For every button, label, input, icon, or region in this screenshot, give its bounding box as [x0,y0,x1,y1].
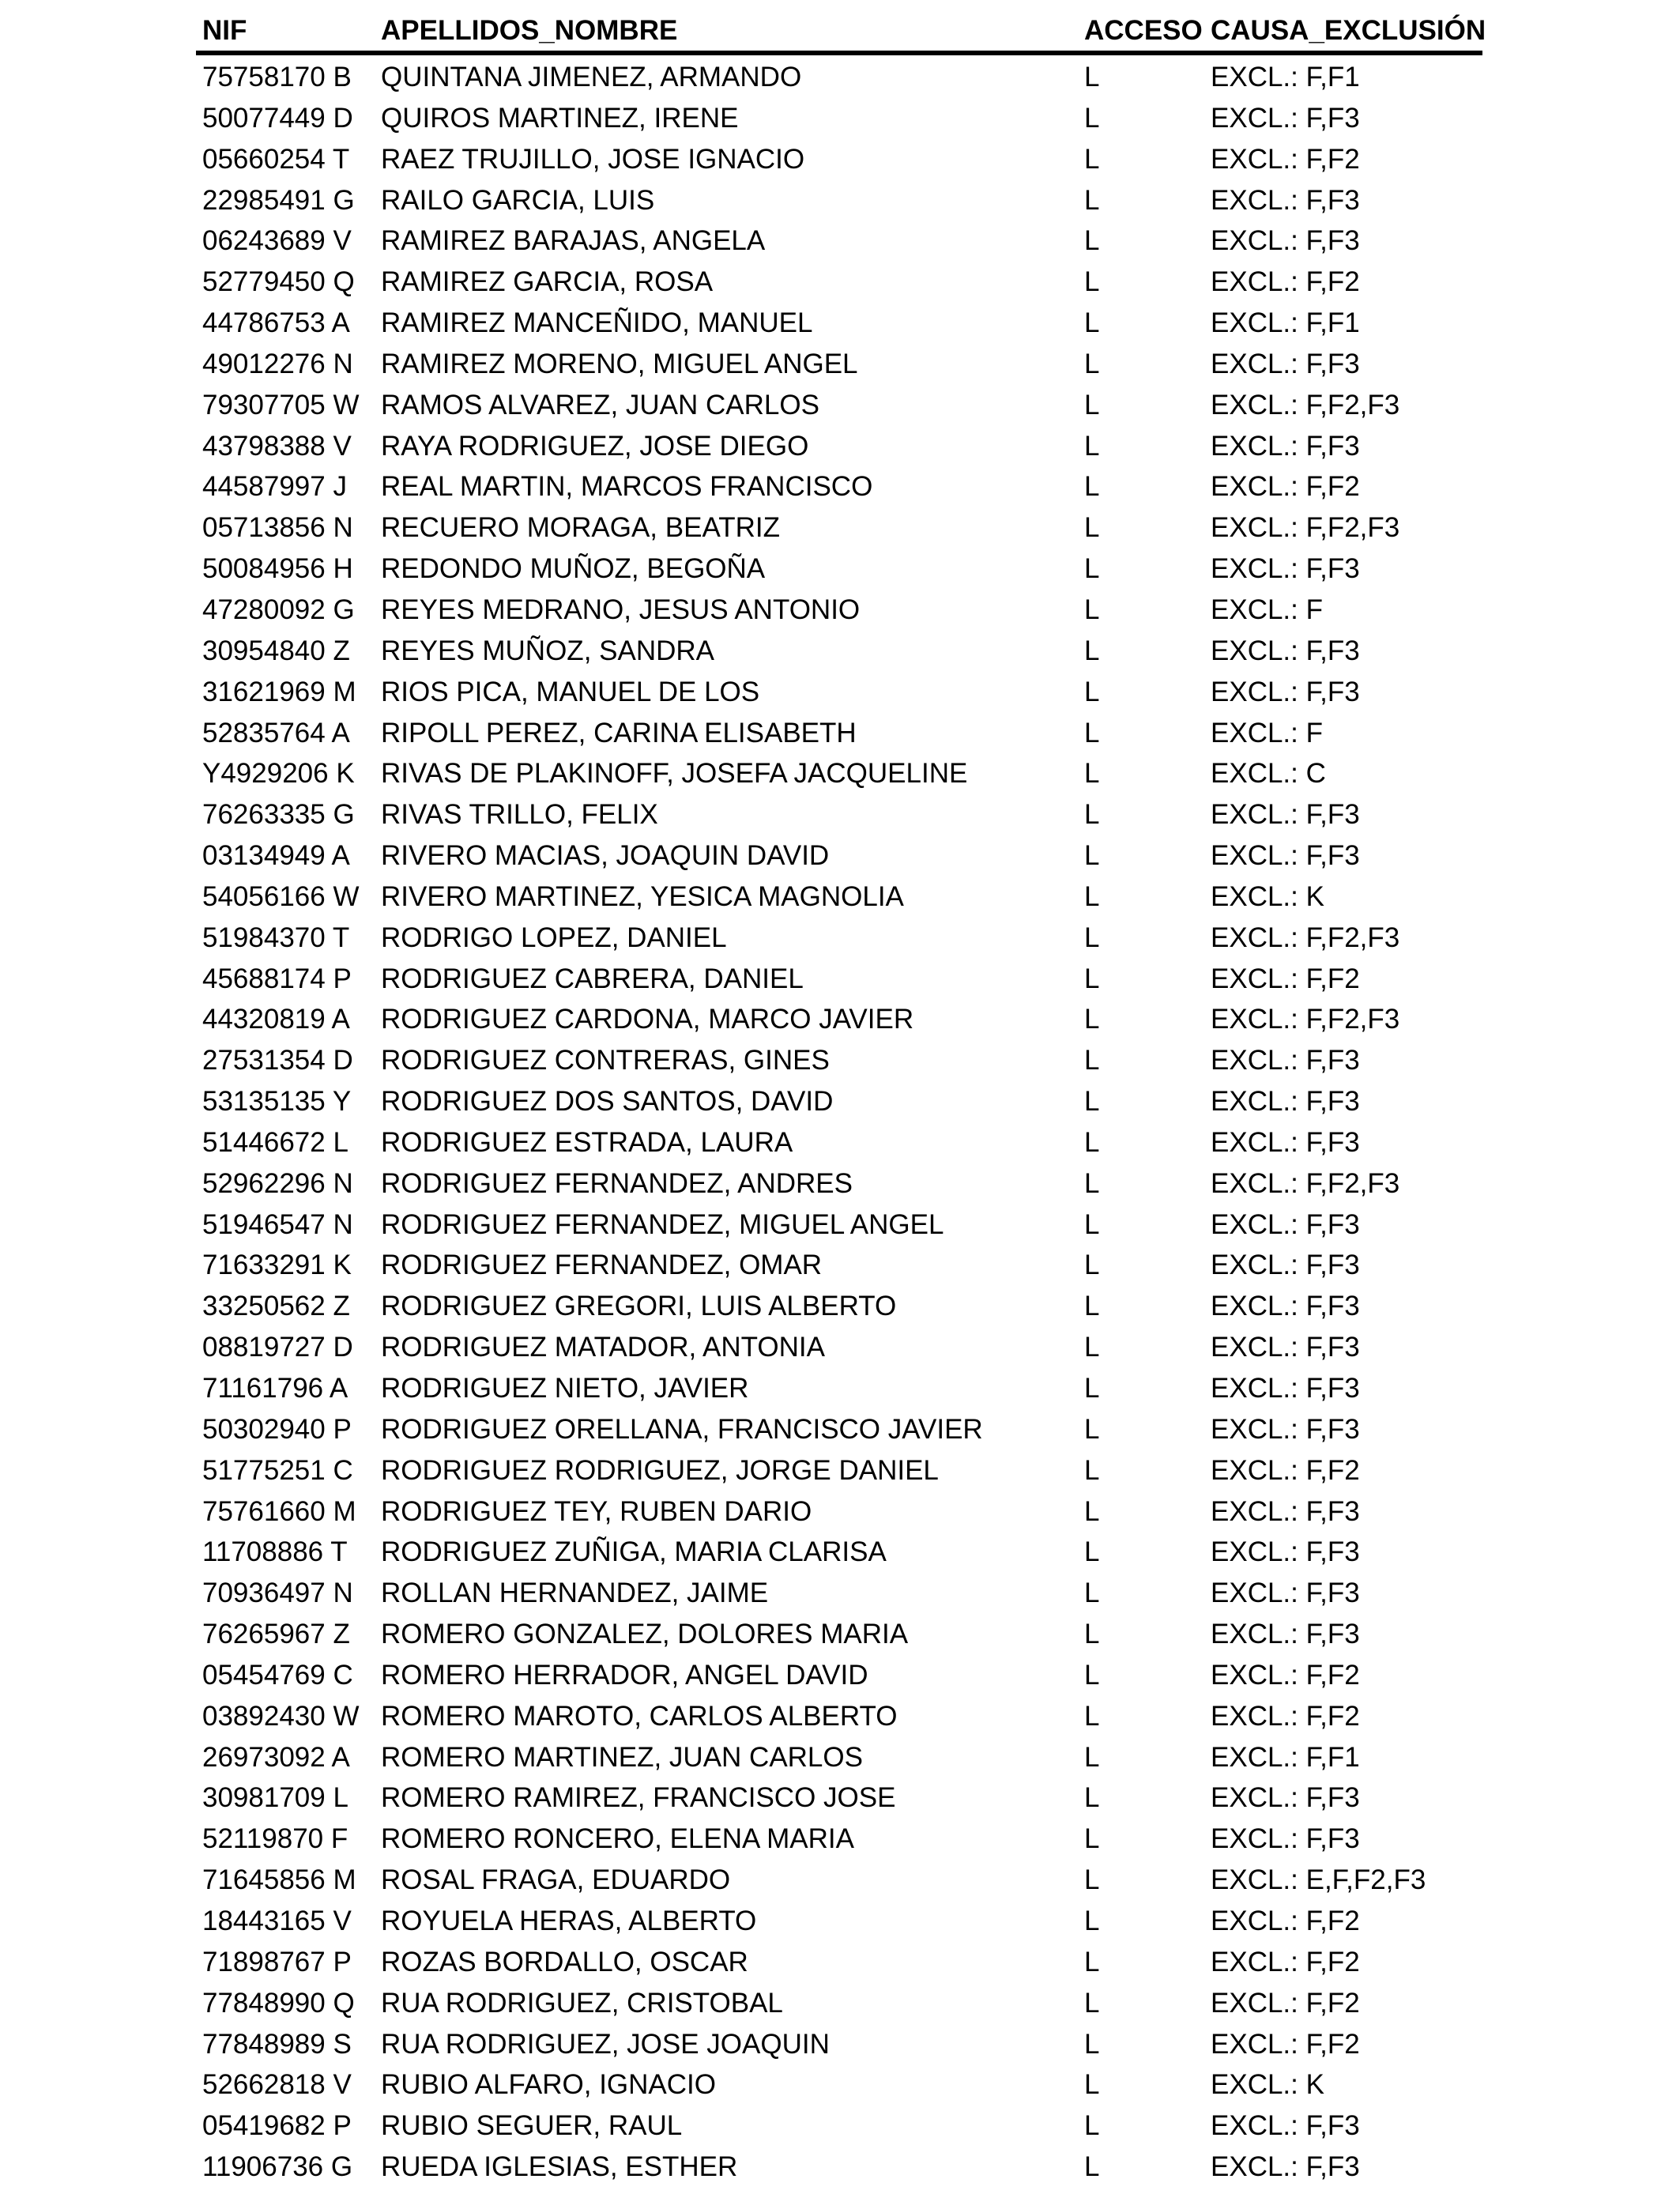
cell-apellidos-nombre: RODRIGUEZ ORELLANA, FRANCISCO JAVIER [381,1413,983,1445]
cell-causa-exclusion: EXCL.: F,F2 [1211,963,1360,994]
cell-acceso: L [1084,1167,1100,1199]
cell-causa-exclusion: EXCL.: F [1211,717,1323,748]
cell-nif: 51946547 N [202,1208,353,1240]
cell-apellidos-nombre: RODRIGUEZ GREGORI, LUIS ALBERTO [381,1291,897,1322]
cell-apellidos-nombre: ROLLAN HERNANDEZ, JAIME [381,1578,769,1609]
cell-nif: 45688174 P [202,963,352,994]
cell-apellidos-nombre: RAMIREZ MANCEÑIDO, MANUEL [381,307,813,339]
cell-acceso: L [1084,1700,1100,1732]
cell-nif: 52779450 Q [202,266,355,298]
cell-nif: 76263335 G [202,799,355,831]
cell-causa-exclusion: EXCL.: F,F3 [1211,799,1360,831]
cell-apellidos-nombre: QUINTANA JIMENEZ, ARMANDO [381,62,802,92]
cell-acceso: L [1084,1045,1100,1076]
cell-nif: 50302940 P [202,1413,352,1445]
cell-causa-exclusion: EXCL.: F,F3 [1211,1619,1360,1650]
cell-apellidos-nombre: ROMERO MARTINEZ, JUAN CARLOS [381,1741,863,1773]
cell-nif: 52835764 A [202,717,350,748]
cell-acceso: L [1084,758,1100,790]
cell-nif: 50077449 D [202,102,353,134]
cell-acceso: L [1084,1905,1100,1936]
cell-apellidos-nombre: RIPOLL PEREZ, CARINA ELISABETH [381,717,857,748]
cell-acceso: L [1084,1413,1100,1445]
cell-apellidos-nombre: RAILO GARCIA, LUIS [381,184,655,216]
cell-acceso: L [1084,1659,1100,1691]
cell-apellidos-nombre: RODRIGUEZ MATADOR, ANTONIA [381,1332,825,1363]
cell-apellidos-nombre: RODRIGO LOPEZ, DANIEL [381,922,727,953]
cell-nif: 26973092 A [202,1741,350,1773]
cell-apellidos-nombre: ROYUELA HERAS, ALBERTO [381,1905,757,1936]
cell-acceso: L [1084,1086,1100,1118]
cell-causa-exclusion: EXCL.: F,F3 [1211,1373,1360,1404]
table-row [0,672,1680,713]
cell-causa-exclusion: EXCL.: F,F3 [1211,1413,1360,1445]
cell-acceso: L [1084,1126,1100,1158]
cell-apellidos-nombre: REYES MEDRANO, JESUS ANTONIO [381,594,861,625]
cell-nif: 18443165 V [202,1905,352,1936]
cell-causa-exclusion: EXCL.: F,F2 [1211,1987,1360,2019]
cell-nif: 03134949 A [202,840,350,872]
table-row [0,713,1680,754]
cell-acceso: L [1084,594,1100,625]
cell-causa-exclusion: EXCL.: F,F3 [1211,840,1360,872]
table-row [0,999,1680,1040]
cell-nif: 49012276 N [202,348,353,379]
header-apellidos-nombre: APELLIDOS_NOMBRE [381,15,678,46]
cell-acceso: L [1084,184,1100,216]
cell-apellidos-nombre: RUBIO SEGUER, RAUL [381,2110,683,2142]
cell-nif: 52119870 F [202,1823,348,1855]
table-row [0,548,1680,590]
cell-causa-exclusion: EXCL.: F,F2 [1211,1700,1360,1732]
cell-apellidos-nombre: RUA RODRIGUEZ, CRISTOBAL [381,1987,783,2019]
table-row [0,2105,1680,2147]
cell-apellidos-nombre: ROZAS BORDALLO, OSCAR [381,1946,748,1977]
table-row [0,794,1680,835]
cell-causa-exclusion: EXCL.: F,F2 [1211,2028,1360,2060]
table-row [0,835,1680,876]
cell-causa-exclusion: EXCL.: F,F3 [1211,1045,1360,1076]
cell-nif: 54056166 W [202,880,360,912]
cell-nif: 22985491 G [202,184,355,216]
table-row [0,1327,1680,1368]
cell-nif: 44587997 J [202,471,347,503]
table-row [0,1204,1680,1246]
cell-nif: 30981709 L [202,1782,348,1814]
cell-causa-exclusion: EXCL.: F,F3 [1211,676,1360,707]
cell-apellidos-nombre: RAMOS ALVAREZ, JUAN CARLOS [381,389,819,420]
cell-nif: 75758170 B [202,62,352,92]
table-row [0,344,1680,385]
table-row [0,1245,1680,1286]
cell-causa-exclusion: EXCL.: F,F3 [1211,1536,1360,1568]
table-row [0,918,1680,959]
table-row [0,1573,1680,1614]
cell-apellidos-nombre: RODRIGUEZ RODRIGUEZ, JORGE DANIEL [381,1454,939,1486]
cell-acceso: L [1084,2069,1100,2101]
cell-apellidos-nombre: RECUERO MORAGA, BEATRIZ [381,512,780,544]
header-divider [196,51,1482,55]
cell-apellidos-nombre: RODRIGUEZ FERNANDEZ, MIGUEL ANGEL [381,1208,944,1240]
cell-nif: 05713856 N [202,512,353,544]
cell-apellidos-nombre: ROMERO GONZALEZ, DOLORES MARIA [381,1619,909,1650]
table-row [0,876,1680,918]
cell-apellidos-nombre: RUBIO ALFARO, IGNACIO [381,2069,716,2101]
cell-apellidos-nombre: QUIROS MARTINEZ, IRENE [381,102,739,134]
cell-acceso: L [1084,348,1100,379]
cell-apellidos-nombre: RUA RODRIGUEZ, JOSE JOAQUIN [381,2028,830,2060]
cell-causa-exclusion: EXCL.: F,F2 [1211,1659,1360,1691]
table-row [0,385,1680,426]
cell-nif: 77848990 Q [202,1987,355,2019]
cell-nif: 11708886 T [202,1536,348,1568]
table-row [0,1163,1680,1204]
cell-causa-exclusion: EXCL.: E,F,F2,F3 [1211,1864,1426,1896]
cell-acceso: L [1084,1536,1100,1568]
cell-apellidos-nombre: RIVERO MACIAS, JOAQUIN DAVID [381,840,830,872]
cell-acceso: L [1084,266,1100,298]
cell-nif: 11906736 G [202,2151,353,2183]
cell-nif: 71161796 A [202,1373,348,1404]
cell-apellidos-nombre: REAL MARTIN, MARCOS FRANCISCO [381,471,873,503]
cell-nif: 75761660 M [202,1495,356,1527]
cell-causa-exclusion: EXCL.: F,F3 [1211,1823,1360,1855]
table-row [0,262,1680,303]
cell-acceso: L [1084,1946,1100,1977]
cell-acceso: L [1084,1864,1100,1896]
cell-nif: 06243689 V [202,225,352,257]
cell-acceso: L [1084,1250,1100,1281]
cell-apellidos-nombre: RODRIGUEZ CARDONA, MARCO JAVIER [381,1004,914,1035]
cell-nif: 44786753 A [202,307,350,339]
cell-acceso: L [1084,2110,1100,2142]
table-row [0,1081,1680,1122]
table-row [0,1696,1680,1737]
cell-acceso: L [1084,880,1100,912]
cell-acceso: L [1084,1332,1100,1363]
table-row [0,1368,1680,1409]
cell-causa-exclusion: EXCL.: F,F1 [1211,62,1360,92]
cell-acceso: L [1084,717,1100,748]
cell-apellidos-nombre: RUEDA IGLESIAS, ESTHER [381,2151,738,2183]
cell-apellidos-nombre: RIVAS TRILLO, FELIX [381,799,658,831]
cell-acceso: L [1084,1987,1100,2019]
cell-causa-exclusion: EXCL.: F,F3 [1211,1291,1360,1322]
cell-causa-exclusion: EXCL.: F,F2 [1211,1946,1360,1977]
cell-acceso: L [1084,1619,1100,1650]
cell-causa-exclusion: EXCL.: K [1211,2069,1324,2101]
cell-acceso: L [1084,2028,1100,2060]
table-body [0,57,1680,2188]
cell-apellidos-nombre: RAMIREZ BARAJAS, ANGELA [381,225,766,257]
cell-causa-exclusion: EXCL.: F,F3 [1211,1250,1360,1281]
cell-acceso: L [1084,1373,1100,1404]
table-row [0,1040,1680,1081]
header-acceso: ACCESO [1084,15,1203,46]
table-row [0,1491,1680,1532]
cell-nif: 71898767 P [202,1946,352,1977]
table-row [0,631,1680,672]
table-row [0,1777,1680,1819]
table-row [0,98,1680,139]
cell-nif: 77848989 S [202,2028,352,2060]
cell-apellidos-nombre: REDONDO MUÑOZ, BEGOÑA [381,553,766,585]
cell-acceso: L [1084,1741,1100,1773]
cell-causa-exclusion: EXCL.: F,F3 [1211,348,1360,379]
table-row [0,57,1680,98]
cell-acceso: L [1084,1782,1100,1814]
cell-causa-exclusion: EXCL.: K [1211,880,1324,912]
table-row [0,1983,1680,2024]
cell-acceso: L [1084,430,1100,462]
cell-nif: 27531354 D [202,1045,353,1076]
cell-apellidos-nombre: RAEZ TRUJILLO, JOSE IGNACIO [381,143,805,175]
table-row [0,590,1680,631]
cell-apellidos-nombre: RODRIGUEZ ESTRADA, LAURA [381,1126,793,1158]
cell-nif: 71633291 K [202,1250,352,1281]
table-row [0,753,1680,794]
cell-causa-exclusion: EXCL.: F,F3 [1211,1086,1360,1118]
cell-nif: 51775251 C [202,1454,353,1486]
table-row [0,303,1680,344]
cell-causa-exclusion: EXCL.: F,F3 [1211,635,1360,666]
cell-causa-exclusion: EXCL.: F,F1 [1211,1741,1360,1773]
cell-apellidos-nombre: ROMERO HERRADOR, ANGEL DAVID [381,1659,868,1691]
cell-nif: 53135135 Y [202,1086,352,1118]
cell-apellidos-nombre: RAMIREZ MORENO, MIGUEL ANGEL [381,348,858,379]
cell-acceso: L [1084,389,1100,420]
table-row [0,507,1680,548]
cell-causa-exclusion: EXCL.: F,F2,F3 [1211,1167,1400,1199]
cell-nif: 51984370 T [202,922,350,953]
cell-acceso: L [1084,225,1100,257]
cell-acceso: L [1084,1004,1100,1035]
cell-causa-exclusion: EXCL.: F,F3 [1211,1578,1360,1609]
cell-causa-exclusion: EXCL.: F,F1 [1211,307,1360,339]
table-row [0,139,1680,180]
cell-apellidos-nombre: ROMERO RAMIREZ, FRANCISCO JOSE [381,1782,896,1814]
cell-nif: Y4929206 K [202,758,355,790]
cell-nif: 44320819 A [202,1004,350,1035]
cell-acceso: L [1084,799,1100,831]
cell-apellidos-nombre: RIVERO MARTINEZ, YESICA MAGNOLIA [381,880,904,912]
cell-nif: 31621969 M [202,676,356,707]
cell-acceso: L [1084,840,1100,872]
cell-nif: 30954840 Z [202,635,350,666]
cell-nif: 51446672 L [202,1126,348,1158]
cell-apellidos-nombre: RODRIGUEZ NIETO, JAVIER [381,1373,749,1404]
cell-acceso: L [1084,635,1100,666]
table-row [0,466,1680,507]
cell-acceso: L [1084,553,1100,585]
table-row [0,1286,1680,1327]
cell-causa-exclusion: EXCL.: F,F2,F3 [1211,512,1400,544]
cell-acceso: L [1084,471,1100,503]
cell-causa-exclusion: EXCL.: F,F2 [1211,143,1360,175]
cell-causa-exclusion: EXCL.: F,F2,F3 [1211,389,1400,420]
cell-nif: 05660254 T [202,143,350,175]
cell-apellidos-nombre: ROMERO RONCERO, ELENA MARIA [381,1823,854,1855]
cell-nif: 05454769 C [202,1659,353,1691]
table-row [0,1942,1680,1983]
cell-apellidos-nombre: RODRIGUEZ CABRERA, DANIEL [381,963,804,994]
cell-acceso: L [1084,676,1100,707]
cell-acceso: L [1084,62,1100,92]
cell-apellidos-nombre: RIOS PICA, MANUEL DE LOS [381,676,760,707]
table-header [0,11,1680,51]
cell-acceso: L [1084,1291,1100,1322]
table-row [0,1737,1680,1778]
cell-causa-exclusion: EXCL.: F,F2,F3 [1211,922,1400,953]
cell-apellidos-nombre: RODRIGUEZ TEY, RUBEN DARIO [381,1495,812,1527]
table-row [0,1532,1680,1573]
table-row [0,426,1680,467]
cell-acceso: L [1084,1495,1100,1527]
cell-causa-exclusion: EXCL.: F,F2,F3 [1211,1004,1400,1035]
cell-nif: 33250562 Z [202,1291,350,1322]
cell-nif: 52662818 V [202,2069,352,2101]
header-causa-exclusion: CAUSA_EXCLUSIÓN [1211,15,1486,46]
cell-acceso: L [1084,922,1100,953]
cell-causa-exclusion: EXCL.: F,F3 [1211,2151,1360,2183]
cell-acceso: L [1084,1454,1100,1486]
table-row [0,180,1680,221]
cell-acceso: L [1084,1578,1100,1609]
cell-nif: 71645856 M [202,1864,356,1896]
table-row [0,1819,1680,1860]
cell-apellidos-nombre: ROSAL FRAGA, EDUARDO [381,1864,731,1896]
cell-nif: 03892430 W [202,1700,360,1732]
table-row [0,2147,1680,2188]
header-nif: NIF [202,15,247,46]
cell-apellidos-nombre: ROMERO MAROTO, CARLOS ALBERTO [381,1700,898,1732]
table-row [0,1860,1680,1901]
cell-causa-exclusion: EXCL.: F,F3 [1211,2110,1360,2142]
cell-nif: 08819727 D [202,1332,353,1363]
cell-nif: 05419682 P [202,2110,352,2142]
table-row [0,1409,1680,1450]
cell-apellidos-nombre: REYES MUÑOZ, SANDRA [381,635,714,666]
table-row [0,221,1680,262]
cell-causa-exclusion: EXCL.: F,F3 [1211,1332,1360,1363]
cell-apellidos-nombre: RIVAS DE PLAKINOFF, JOSEFA JACQUELINE [381,758,968,790]
cell-acceso: L [1084,963,1100,994]
cell-nif: 76265967 Z [202,1619,350,1650]
cell-causa-exclusion: EXCL.: F,F3 [1211,430,1360,462]
cell-causa-exclusion: EXCL.: F,F3 [1211,1208,1360,1240]
cell-causa-exclusion: EXCL.: F [1211,594,1323,625]
table-row [0,1655,1680,1696]
table-row [0,1122,1680,1163]
cell-acceso: L [1084,512,1100,544]
cell-causa-exclusion: EXCL.: F,F3 [1211,225,1360,257]
cell-apellidos-nombre: RODRIGUEZ CONTRERAS, GINES [381,1045,830,1076]
cell-causa-exclusion: EXCL.: F,F2 [1211,266,1360,298]
cell-nif: 47280092 G [202,594,355,625]
table-row [0,959,1680,1000]
cell-nif: 52962296 N [202,1167,353,1199]
table-row [0,1614,1680,1655]
cell-acceso: L [1084,1823,1100,1855]
cell-apellidos-nombre: RODRIGUEZ DOS SANTOS, DAVID [381,1086,834,1118]
cell-acceso: L [1084,102,1100,134]
cell-causa-exclusion: EXCL.: F,F2 [1211,1454,1360,1486]
cell-apellidos-nombre: RODRIGUEZ FERNANDEZ, OMAR [381,1250,823,1281]
cell-nif: 50084956 H [202,553,353,585]
cell-apellidos-nombre: RODRIGUEZ ZUÑIGA, MARIA CLARISA [381,1536,887,1568]
cell-causa-exclusion: EXCL.: C [1211,758,1326,790]
cell-acceso: L [1084,2151,1100,2183]
cell-causa-exclusion: EXCL.: F,F3 [1211,102,1360,134]
cell-nif: 79307705 W [202,389,360,420]
cell-causa-exclusion: EXCL.: F,F3 [1211,553,1360,585]
cell-nif: 70936497 N [202,1578,353,1609]
cell-causa-exclusion: EXCL.: F,F2 [1211,1905,1360,1936]
cell-causa-exclusion: EXCL.: F,F3 [1211,1782,1360,1814]
table-row [0,1901,1680,1942]
cell-acceso: L [1084,1208,1100,1240]
cell-apellidos-nombre: RODRIGUEZ FERNANDEZ, ANDRES [381,1167,853,1199]
cell-causa-exclusion: EXCL.: F,F2 [1211,471,1360,503]
cell-nif: 43798388 V [202,430,352,462]
cell-causa-exclusion: EXCL.: F,F3 [1211,1126,1360,1158]
cell-apellidos-nombre: RAMIREZ GARCIA, ROSA [381,266,714,298]
table-row [0,2024,1680,2065]
table-row [0,1450,1680,1491]
cell-acceso: L [1084,143,1100,175]
cell-acceso: L [1084,307,1100,339]
cell-causa-exclusion: EXCL.: F,F3 [1211,1495,1360,1527]
table-row [0,2064,1680,2105]
cell-causa-exclusion: EXCL.: F,F3 [1211,184,1360,216]
cell-apellidos-nombre: RAYA RODRIGUEZ, JOSE DIEGO [381,430,809,462]
